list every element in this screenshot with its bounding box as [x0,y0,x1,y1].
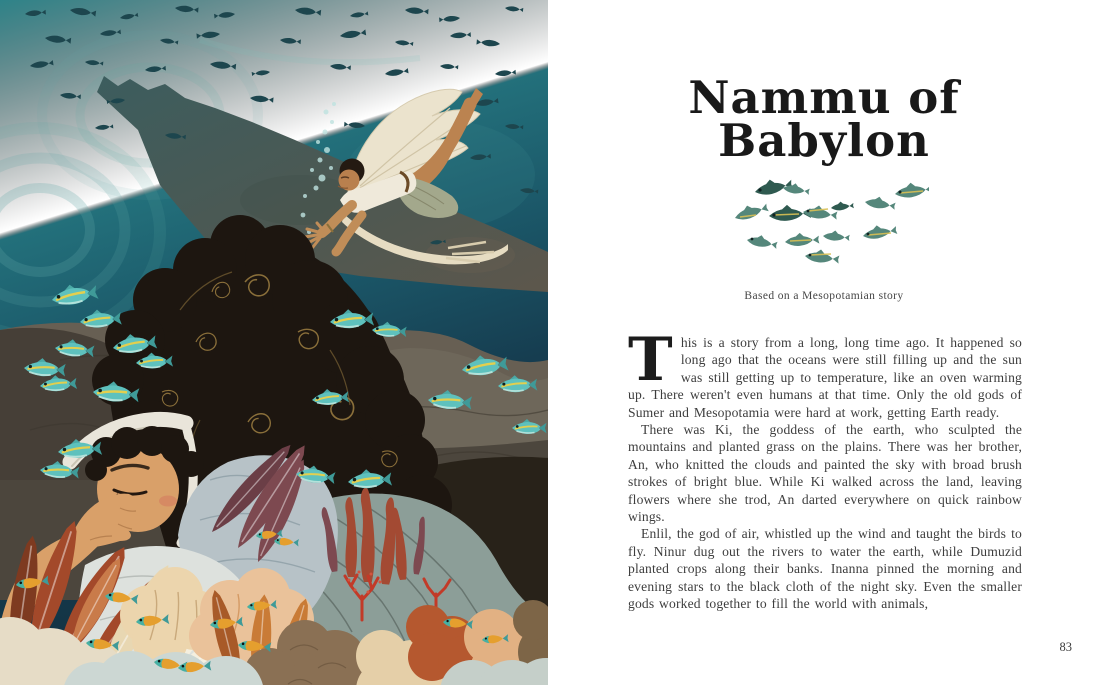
underwater-illustration [0,0,548,685]
story-page [548,0,1100,685]
story-paragraph-2: There was Ki, the goddess of the earth, who sculpted the mountains and planted grass on the plains. There was her brother, An, who knitted the clouds and painted the sky with broad brush strokes of bright blue. While Ki walked across the land, leaving flowers where she trod, An darted everywhere on quick rainbow wings. [628,422,1022,525]
paragraph-text: his is a story from a long, long time ago. It happened so long ago that the oceans were still filling up and the sun was still getting up to temperature, like an oven warming up. There weren't even humans at that time. Only the old gods of Sumer and Mesopotamia were hard at work, getting Earth ready. [628,335,1022,420]
story-text [628,325,1022,613]
page-title [548,71,1100,167]
story-paragraph-1 [628,325,1022,421]
story-paragraph-3: Enlil, the god of air, whistled up the wind and taught the birds to fly. Ninur dug out the rivers to water the earth, while Dumuzid planted crops along their banks. Inanna pinned the morning and evening stars to the black cloth of the night sky. Even the smaller gods worked together to fill the world with animals, [628,526,1022,612]
drop-cap: T [628,325,673,395]
title-line-1: Nammu of [688,71,960,124]
fish-school-vignette [719,178,929,270]
title-line-2: Babylon [718,114,930,167]
story-source-caption: Based on a Mesopotamian story [744,290,904,302]
page-number: 83 [1059,640,1072,654]
